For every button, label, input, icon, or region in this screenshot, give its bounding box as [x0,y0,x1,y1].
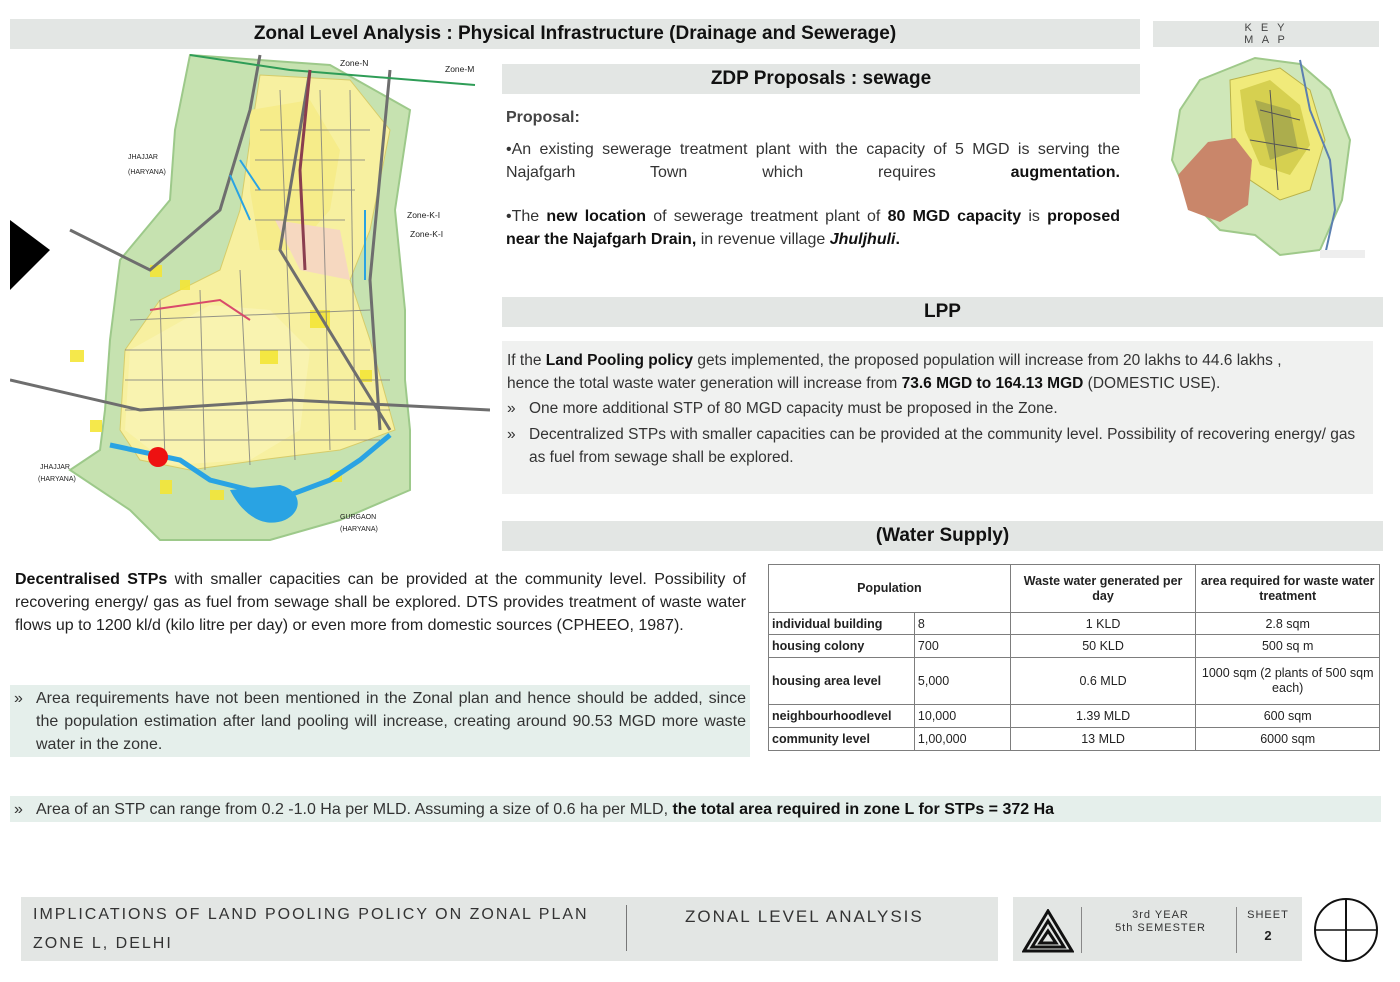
footer-semester: 5th SEMESTER [1115,922,1206,934]
proposal-item-2-period: . [895,231,900,248]
table-row [769,613,1380,635]
zdp-heading-text: ZDP Proposals : sewage [710,68,932,89]
proposal-item-1-bold: augmentation. [1010,164,1120,181]
map-label-gurgaon: GURGAON [340,514,377,521]
proposal-item-2-text-c: of sewerage treatment plant of [646,208,888,225]
table-cell-area: 6000 sqm [1196,728,1380,751]
table-cell-area: 600 sqm [1196,705,1380,728]
logo-svg [1022,909,1074,953]
key-map-svg [1160,50,1375,262]
proposal-item-2-bold-d: 80 MGD capacity [887,208,1022,225]
table-cell-population: 5,000 [914,658,1010,705]
key-map-title-line1: K E Y [1244,22,1288,34]
area-requirement-text: Area requirements have not been mentioned in the Zonal plan and hence should be added, since the population estimation after land pooling will increase, creating around 90.53 MGD more waste water in the zone. [36,690,746,753]
proposal-item-2 [506,205,1120,251]
north-arrow-svg [1313,897,1379,963]
total-area-text: Area of an STP can range from 0.2 -1.0 Ha per MLD. Assuming a size of 0.6 ha per MLD, [36,801,673,818]
bullet-mark: » [14,801,23,818]
table-cell-population: 8 [914,613,1010,635]
table-header-area: area required for waste water treatment [1196,565,1380,613]
map-label-jhajjar-bottom: JHAJJAR [40,464,70,471]
table-cell-area: 1000 sqm (2 plants of 500 sqm each) [1196,658,1380,705]
table-cell-level: individual building [769,613,915,635]
proposal-item-1-text: •An existing sewerage treatment plant with the capacity of 5 MGD is serving the Najafgarh Town which requires [506,141,1120,181]
lpp-line-1-c: gets implemented, the proposed population will increase from 20 lakhs to 44.6 lakhs , [693,352,1282,369]
lpp-line-2-bold: 73.6 MGD to 164.13 MGD [901,375,1084,392]
stp-table [768,564,1380,751]
map-label-jhajjar-top: JHAJJAR [128,154,158,161]
proposal-item-2-bold-f: proposed near the Najafgarh Drain, [506,208,1120,248]
table-cell-level: housing area level [769,658,915,705]
table-cell-waste-water: 0.6 MLD [1010,658,1196,705]
lpp-bullet-2-text: Decentralized STPs with smaller capacities can be provided at the community level. Possibility of recovering energy/ gas as fuel from sewage shall be explored. [529,426,1356,466]
footer-divider [626,905,627,951]
map-label-haryana-gurgaon: (HARYANA) [340,526,378,533]
stp-location-marker [148,447,168,467]
lpp-line-1-a: If the [507,352,546,369]
total-area-note [10,796,1381,822]
zdp-proposal-block [506,106,1120,251]
map-label-haryana-top: (HARYANA) [128,169,166,176]
table-cell-waste-water: 13 MLD [1010,728,1196,751]
water-supply-heading-text: (Water Supply) [875,525,1010,546]
proposal-item-1 [506,138,1120,184]
footer-zone-name: ZONE L, DELHI [33,935,173,952]
page-title-text: Zonal Level Analysis : Physical Infrastructure (Drainage and Sewerage) [253,23,897,44]
proposal-label: Proposal: [506,109,580,126]
lpp-line-2-c: (DOMESTIC USE). [1083,375,1221,392]
bullet-mark: » [14,690,23,707]
area-requirement-note [10,685,750,757]
table-cell-waste-water: 1 KLD [1010,613,1196,635]
total-area-bold: the total area required in zone L for STPs = 372 Ha [672,801,1055,818]
lpp-line-2-a: hence the total waste water generation will increase from [507,375,902,392]
area-requirement-bullet [14,687,746,756]
key-map-image [1160,50,1375,262]
table-cell-level: community level [769,728,915,751]
table-cell-population: 700 [914,635,1010,658]
table-cell-population: 1,00,000 [914,728,1010,751]
decentralised-stp-paragraph [15,568,746,637]
footer-section-title: ZONAL LEVEL ANALYSIS [685,907,924,926]
lpp-bullet-1-text: One more additional STP of 80 MGD capacity must be proposed in the Zone. [529,400,1058,417]
decentralised-stp-text: with smaller capacities can be provided at the community level. Possibility of recovering energy/ gas as fuel from sewage shall be explored. DTS provides treatment of waste water flows up to 1200 kl/d (kilo litre per day) or even more from domestic sources (CPHEEO, 1987). [15,571,746,634]
lpp-heading [502,297,1383,327]
total-area-bullet [14,798,1377,821]
footer-title-block [21,897,998,961]
map-label-haryana-bottom: (HARYANA) [38,476,76,483]
zone-map [10,50,490,545]
footer-info-block [1013,897,1302,961]
table-cell-waste-water: 1.39 MLD [1010,705,1196,728]
footer-sheet-divider [1236,907,1237,953]
lpp-line-1 [507,349,1369,372]
lpp-bullet-1 [507,397,1369,420]
footer-sheet-number: 2 [1264,928,1272,943]
footer-sheet-label: SHEET [1247,909,1289,921]
table-cell-waste-water: 50 KLD [1010,635,1196,658]
logo-icon [1022,909,1074,953]
lpp-line-1-bold: Land Pooling policy [545,352,694,369]
key-map-title-line2: M A P [1244,34,1288,46]
lpp-heading-text: LPP [924,301,961,322]
map-label-zone-n: Zone-N [340,58,369,68]
water-supply-heading [502,521,1383,551]
map-label-zone-m: Zone-M [445,64,475,74]
lpp-line-2 [507,372,1369,395]
key-map-title [1153,21,1379,47]
proposal-item-2-text-e: is [1021,208,1048,225]
table-cell-level: neighbourhoodlevel [769,705,915,728]
lpp-block [502,341,1373,494]
proposal-item-2-text-g: in revenue village [696,231,830,248]
table-row [769,658,1380,705]
zone-map-svg [10,50,490,545]
bullet-mark: » [507,400,516,417]
lpp-bullet-2 [507,423,1369,469]
table-row [769,705,1380,728]
bullet-mark: » [507,426,516,443]
table-row [769,635,1380,658]
proposal-item-2-bold-a: new location [546,208,647,225]
footer-info-divider [1081,907,1082,953]
table-row [769,728,1380,751]
decentralised-stp-bold: Decentralised STPs [15,571,168,588]
map-label-zone-k1: Zone-K-I [407,210,441,220]
stp-requirements-table [768,564,1380,751]
north-arrow-icon [1313,897,1379,963]
table-header-population: Population [769,565,1011,613]
table-header-waste-water: Waste water generated per day [1010,565,1196,613]
table-header-row [769,565,1380,613]
proposal-item-2-village: Jhuljhuli [829,231,896,248]
table-cell-area: 2.8 sqm [1196,613,1380,635]
footer-project-title: IMPLICATIONS OF LAND POOLING POLICY ON ZONAL PLAN [33,906,589,923]
footer-year: 3rd YEAR [1132,909,1189,921]
table-cell-population: 10,000 [914,705,1010,728]
proposal-item-2-text-a: •The [506,208,547,225]
table-cell-area: 500 sq m [1196,635,1380,658]
map-label-zone-k1b: Zone-K-I [410,229,444,239]
zdp-heading [502,64,1140,94]
table-cell-level: housing colony [769,635,915,658]
page-title [10,19,1140,49]
